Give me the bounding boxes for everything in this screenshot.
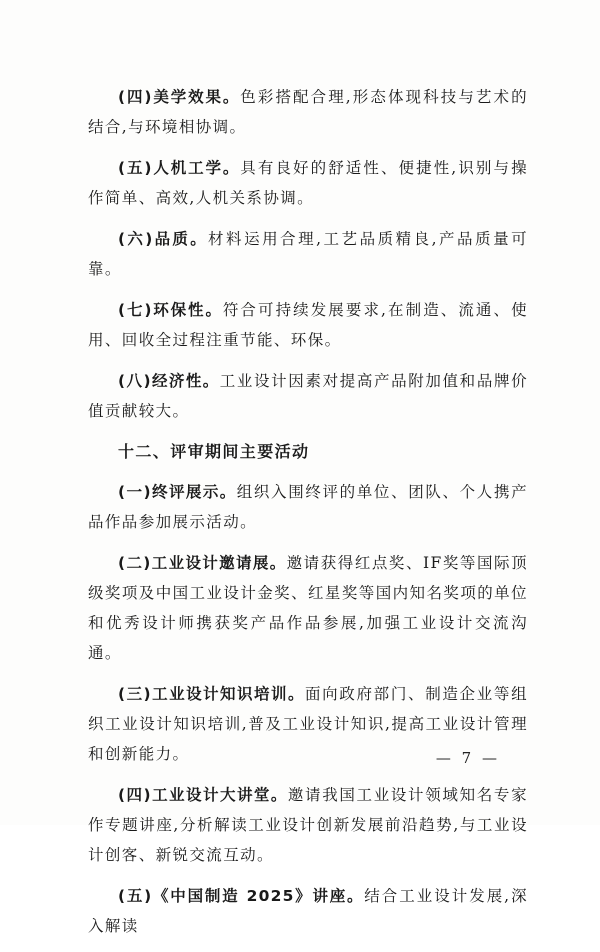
paragraph-text: 具有良好的舒适性、便捷性,识别与操作简单、高效,人机关系协调。 (88, 159, 528, 207)
section-heading: 十二、评审期间主要活动 (118, 442, 310, 461)
paragraph-text: 工业设计因素对提高产品附加值和品牌价值贡献较大。 (88, 372, 529, 420)
paragraph-aesthetic-effect (88, 82, 528, 142)
paragraph-text: 符合可持续发展要求,在制造、流通、使用、回收全过程注重节能、环保。 (88, 301, 528, 349)
paragraph-lead: (五)人机工学。 (118, 159, 241, 177)
paragraph-lead: (六)品质。 (118, 230, 209, 248)
paragraph-lead: (一)终评展示。 (118, 483, 237, 501)
paragraph-text: 面向政府部门、制造企业等组织工业设计知识培训,普及工业设计知识,提高工业设计管理和创新能力。 (88, 685, 528, 763)
paragraph-lead: (五)《中国制造 2025》讲座。 (118, 887, 365, 905)
paragraph-text: 组织入围终评的单位、团队、个人携产品作品参加展示活动。 (88, 483, 528, 531)
paragraph-ergonomics (88, 153, 528, 213)
paragraph-lead: (二)工业设计邀请展。 (118, 554, 287, 572)
paragraph-lead: (七)环保性。 (118, 301, 223, 319)
paragraph-text: 邀请我国工业设计领域知名专家作专题讲座,分析解读工业设计创新发展前沿趋势,与工业设计创客、新锐交流互动。 (88, 786, 528, 864)
paragraph-final-exhibition (88, 477, 528, 537)
paragraph-environmental (88, 295, 528, 355)
paragraph-quality (88, 224, 528, 284)
paragraph-lead: (三)工业设计知识培训。 (118, 685, 305, 703)
paragraph-invitational-exhibition (88, 548, 528, 668)
paragraph-lead: (四)工业设计大讲堂。 (118, 786, 288, 804)
paragraph-text: 色彩搭配合理,形态体现科技与艺术的结合,与环境相协调。 (88, 88, 528, 136)
paragraph-text: 邀请获得红点奖、IF奖等国际顶级奖项及中国工业设计金奖、红星奖等国内知名奖项的单位和优秀设计师携获奖产品作品参展,加强工业设计交流沟通。 (88, 554, 528, 662)
paragraph-text: 材料运用合理,工艺品质精良,产品质量可靠。 (88, 230, 528, 278)
document-body (88, 82, 528, 952)
paragraph-lecture-hall (88, 780, 528, 870)
page-number: — 7 — (435, 749, 500, 767)
paragraph-made-in-china-lecture (88, 881, 528, 941)
paragraph-lead: (四)美学效果。 (118, 88, 241, 106)
paragraph-text: 结合工业设计发展,深入解读 (88, 887, 528, 935)
paragraph-economy (88, 366, 528, 426)
paragraph-lead: (八)经济性。 (118, 372, 220, 390)
